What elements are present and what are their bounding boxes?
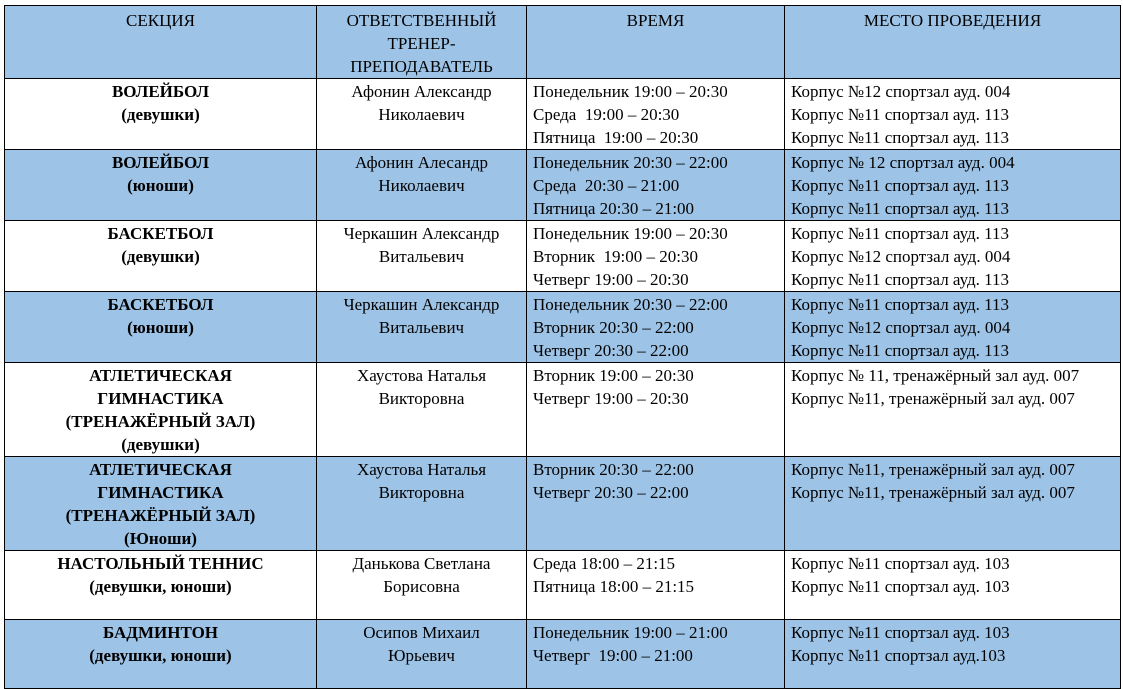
coach-name-line: Викторовна xyxy=(378,483,465,502)
place-entry: Корпус №11, тренажёрный зал ауд. 007 xyxy=(791,483,1075,502)
place-entry: Корпус №11 спортзал ауд. 113 xyxy=(791,128,1010,147)
coach-name-line: Николаевич xyxy=(378,105,465,124)
place-entry: Корпус №11 спортзал ауд. 113 xyxy=(791,341,1010,360)
section-group: (девушки) xyxy=(121,435,200,454)
coach-name-line: Черкашин Александр xyxy=(343,224,500,243)
section-group: (Юноши) xyxy=(124,529,197,548)
time-slot: Понедельник 19:00 – 20:30 xyxy=(533,82,728,101)
section-group: (юноши) xyxy=(127,318,194,337)
section-title: НАСТОЛЬНЫЙ ТЕННИС xyxy=(57,554,264,573)
place-entry: Корпус №11 спортзал ауд. 113 xyxy=(791,105,1010,124)
time-slot: Понедельник 20:30 – 22:00 xyxy=(533,153,728,172)
coach-name-line: Викторовна xyxy=(378,389,465,408)
section-cell xyxy=(5,292,317,363)
place-entry: Корпус №11 спортзал ауд. 103 xyxy=(791,554,1010,573)
place-cell xyxy=(785,620,1121,689)
time-slot: Четверг 19:00 – 21:00 xyxy=(533,646,693,665)
place-entry: Корпус №12 спортзал ауд. 004 xyxy=(791,318,1011,337)
section-title: БАСКЕТБОЛ xyxy=(107,224,214,243)
time-cell xyxy=(527,551,785,620)
coach-name-line: Хаустова Наталья xyxy=(356,460,487,479)
coach-name-line: Данькова Светлана xyxy=(352,554,491,573)
coach-name-line: Витальевич xyxy=(378,247,465,266)
place-entry: Корпус № 12 спортзал ауд. 004 xyxy=(791,153,1015,172)
section-cell xyxy=(5,551,317,620)
place-entry: Корпус №11 спортзал ауд. 103 xyxy=(791,577,1010,596)
section-group: (девушки, юноши) xyxy=(89,577,232,596)
section-cell xyxy=(5,620,317,689)
coach-name-line: Борисовна xyxy=(383,577,460,596)
coach-cell xyxy=(317,363,527,457)
coach-cell xyxy=(317,221,527,292)
place-entry: Корпус №11, тренажёрный зал ауд. 007 xyxy=(791,460,1075,479)
section-title: ГИМНАСТИКА xyxy=(97,483,224,502)
coach-cell xyxy=(317,292,527,363)
time-slot: Четверг 19:00 – 20:30 xyxy=(533,389,689,408)
section-group: (юноши) xyxy=(127,176,194,195)
place-entry: Корпус №11, тренажёрный зал ауд. 007 xyxy=(791,389,1075,408)
place-cell xyxy=(785,221,1121,292)
schedule-sheet xyxy=(4,5,1121,689)
section-cell xyxy=(5,457,317,551)
section-title: ГИМНАСТИКА xyxy=(97,389,224,408)
table-row xyxy=(5,292,1121,363)
time-cell xyxy=(527,292,785,363)
time-slot: Пятница 19:00 – 20:30 xyxy=(533,128,699,147)
section-title: (ТРЕНАЖЁРНЫЙ ЗАЛ) xyxy=(65,506,256,525)
time-slot: Понедельник 19:00 – 20:30 xyxy=(533,224,728,243)
place-entry: Корпус №11 спортзал ауд. 113 xyxy=(791,270,1010,289)
time-slot: Вторник 20:30 – 22:00 xyxy=(533,460,694,479)
section-title: БАСКЕТБОЛ xyxy=(107,295,214,314)
place-entry: Корпус №11 спортзал ауд. 113 xyxy=(791,199,1010,218)
place-cell xyxy=(785,457,1121,551)
section-group: (девушки, юноши) xyxy=(89,646,232,665)
table-row xyxy=(5,150,1121,221)
place-cell xyxy=(785,79,1121,150)
table-row xyxy=(5,457,1121,551)
coach-cell xyxy=(317,457,527,551)
table-row xyxy=(5,620,1121,689)
table-row xyxy=(5,221,1121,292)
place-entry: Корпус №12 спортзал ауд. 004 xyxy=(791,247,1011,266)
place-entry: Корпус №11 спортзал ауд.103 xyxy=(791,646,1006,665)
time-slot: Вторник 19:00 – 20:30 xyxy=(533,366,694,385)
coach-name-line: Афонин Александр xyxy=(351,82,492,101)
place-cell xyxy=(785,363,1121,457)
table-row xyxy=(5,363,1121,457)
coach-name-line: Хаустова Наталья xyxy=(356,366,487,385)
place-entry: Корпус №11 спортзал ауд. 113 xyxy=(791,224,1010,243)
section-cell xyxy=(5,221,317,292)
time-slot: Вторник 20:30 – 22:00 xyxy=(533,318,694,337)
coach-cell xyxy=(317,551,527,620)
place-cell xyxy=(785,551,1121,620)
table-row xyxy=(5,551,1121,620)
time-slot: Понедельник 19:00 – 21:00 xyxy=(533,623,728,642)
place-cell xyxy=(785,150,1121,221)
section-title: АТЛЕТИЧЕСКАЯ xyxy=(89,460,232,479)
section-title: ВОЛЕЙБОЛ xyxy=(111,153,210,172)
section-title: (ТРЕНАЖЁРНЫЙ ЗАЛ) xyxy=(65,412,256,431)
coach-name-line: Черкашин Александр xyxy=(343,295,500,314)
place-cell xyxy=(785,292,1121,363)
time-cell xyxy=(527,363,785,457)
place-entry: Корпус №11 спортзал ауд. 113 xyxy=(791,176,1010,195)
time-cell xyxy=(527,457,785,551)
time-slot: Четверг 20:30 – 22:00 xyxy=(533,341,689,360)
time-cell xyxy=(527,620,785,689)
table-row xyxy=(5,79,1121,150)
place-entry: Корпус №12 спортзал ауд. 004 xyxy=(791,82,1011,101)
header-coach: ОТВЕТСТВЕННЫЙ ТРЕНЕР-ПРЕПОДАВАТЕЛЬ xyxy=(317,6,527,79)
time-slot: Среда 18:00 – 21:15 xyxy=(533,554,676,573)
header-row xyxy=(5,6,1121,79)
coach-cell xyxy=(317,150,527,221)
time-slot: Понедельник 20:30 – 22:00 xyxy=(533,295,728,314)
header-place: МЕСТО ПРОВЕДЕНИЯ xyxy=(785,6,1121,79)
section-cell xyxy=(5,363,317,457)
section-title: ВОЛЕЙБОЛ xyxy=(111,82,210,101)
time-slot: Среда 20:30 – 21:00 xyxy=(533,176,680,195)
time-cell xyxy=(527,79,785,150)
section-cell xyxy=(5,79,317,150)
time-slot: Вторник 19:00 – 20:30 xyxy=(533,247,698,266)
section-title: АТЛЕТИЧЕСКАЯ xyxy=(89,366,232,385)
time-slot: Пятница 20:30 – 21:00 xyxy=(533,199,695,218)
time-cell xyxy=(527,221,785,292)
coach-name-line: Осипов Михаил xyxy=(363,623,480,642)
header-time: ВРЕМЯ xyxy=(527,6,785,79)
section-cell xyxy=(5,150,317,221)
time-cell xyxy=(527,150,785,221)
coach-cell xyxy=(317,620,527,689)
section-group: (девушки) xyxy=(121,247,200,266)
coach-name-line: Витальевич xyxy=(378,318,465,337)
place-entry: Корпус № 11, тренажёрный зал ауд. 007 xyxy=(791,366,1080,385)
coach-name-line: Афонин Алесандр xyxy=(355,153,488,172)
place-entry: Корпус №11 спортзал ауд. 113 xyxy=(791,295,1010,314)
section-group: (девушки) xyxy=(121,105,200,124)
coach-name-line: Юрьевич xyxy=(388,646,455,665)
time-slot: Среда 19:00 – 20:30 xyxy=(533,105,680,124)
schedule-table xyxy=(4,5,1121,689)
time-slot: Четверг 20:30 – 22:00 xyxy=(533,483,689,502)
coach-name-line: Николаевич xyxy=(378,176,465,195)
section-title: БАДМИНТОН xyxy=(102,623,219,642)
coach-cell xyxy=(317,79,527,150)
time-slot: Пятница 18:00 – 21:15 xyxy=(533,577,695,596)
header-section: СЕКЦИЯ xyxy=(5,6,317,79)
place-entry: Корпус №11 спортзал ауд. 103 xyxy=(791,623,1010,642)
time-slot: Четверг 19:00 – 20:30 xyxy=(533,270,689,289)
